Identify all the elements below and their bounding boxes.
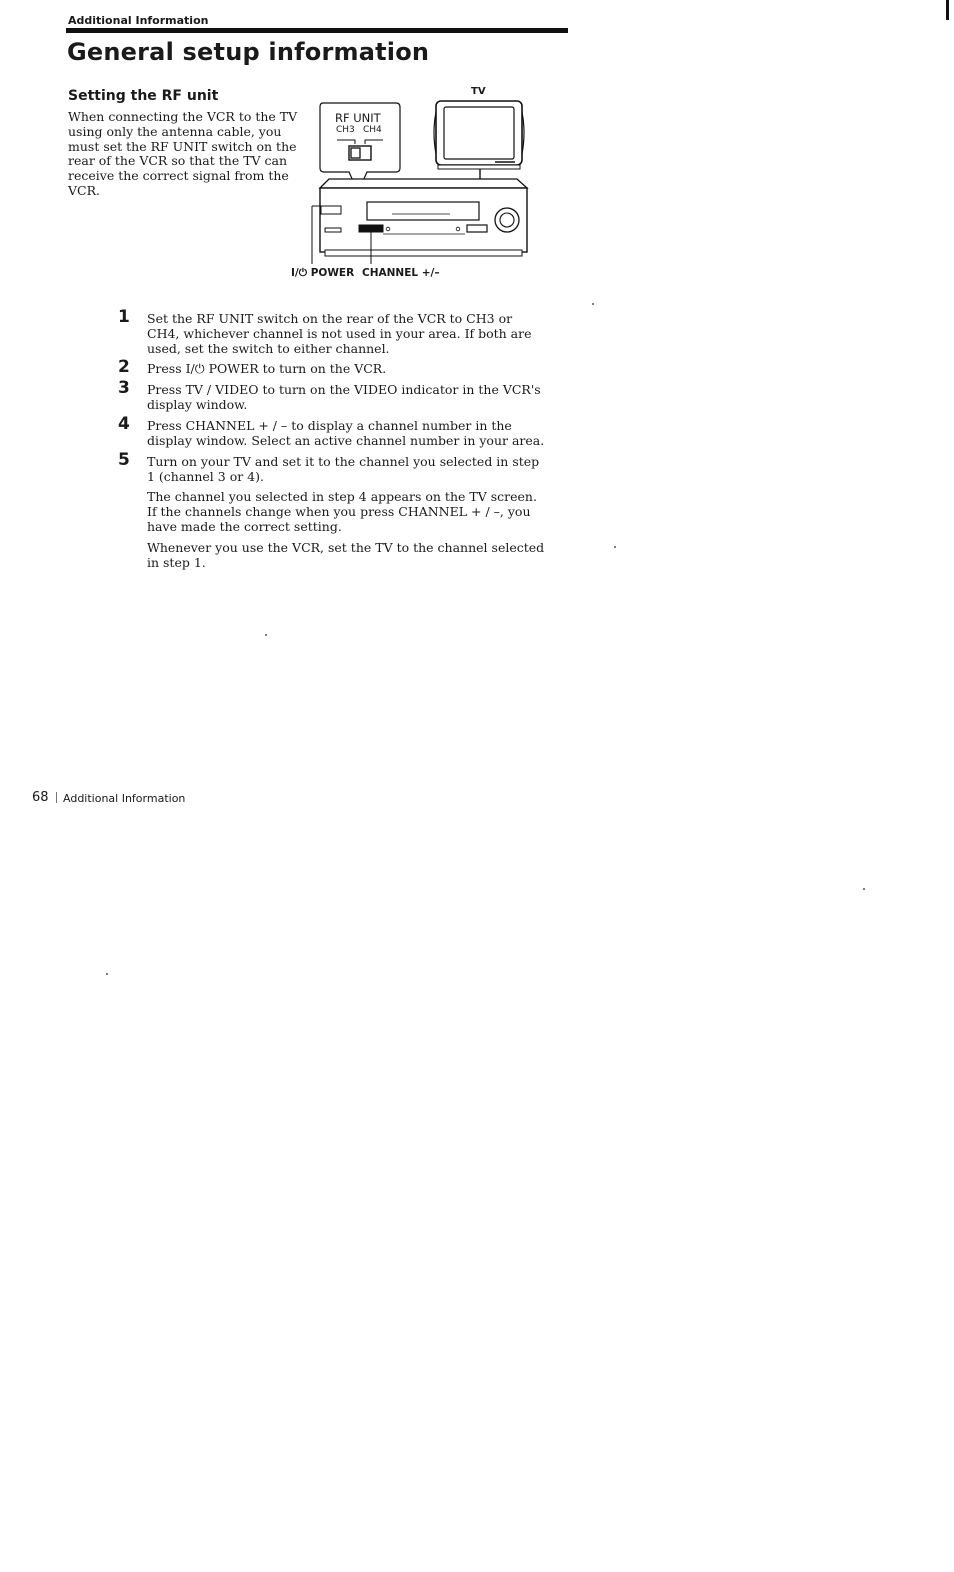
rf-unit-label: RF UNIT — [335, 111, 381, 125]
step-text: Turn on your TV and set it to the channel you selected in step 1 (channel 3 or 4). — [147, 454, 540, 484]
ch3-label: CH3 — [336, 125, 355, 135]
scan-speck — [265, 634, 267, 636]
step-number: 1 — [118, 307, 130, 327]
setup-illustration — [285, 82, 545, 282]
step-number: 3 — [118, 378, 130, 398]
footer-divider — [56, 792, 57, 803]
header-rule — [66, 28, 568, 33]
note-paragraph: Whenever you use the VCR, set the TV to the channel selected in step 1. — [147, 540, 545, 570]
scan-speck — [106, 973, 108, 975]
tv-label: TV — [471, 86, 486, 97]
ch4-label: CH4 — [363, 125, 382, 135]
section-subtitle: Setting the RF unit — [68, 88, 219, 104]
note-paragraph: The channel you selected in step 4 appears on the TV screen. If the channels change when you press CHANNEL + / –, you have made the correct setting. — [147, 489, 537, 534]
tv-icon — [434, 101, 524, 169]
step-text: Press TV / VIDEO to turn on the VIDEO indicator in the VCR's display window. — [147, 382, 541, 412]
footer-section: Additional Information — [63, 792, 186, 805]
intro-paragraph: When connecting the VCR to the TV using only the antenna cable, you must set the RF UNIT switch on the rear of the VCR so that the TV can receive the correct signal from the VCR. — [68, 109, 298, 198]
scan-speck — [592, 303, 594, 305]
step-text: Press I/⏻ POWER to turn on the VCR. — [147, 361, 387, 376]
step-number: 4 — [118, 414, 130, 434]
step-number: 5 — [118, 450, 130, 470]
page-number: 68 — [32, 790, 49, 805]
step-text: Press CHANNEL + / – to display a channel number in the display window. Select an active channel number in your area. — [147, 418, 545, 448]
step-text: Set the RF UNIT switch on the rear of the VCR to CH3 or CH4, whichever channel is not used in your area. If both are used, set the switch to either channel. — [147, 311, 532, 356]
step-number: 2 — [118, 357, 130, 377]
vcr-tv-drawing — [285, 82, 545, 282]
running-header: Additional Information — [68, 14, 209, 27]
vcr-icon — [320, 179, 527, 256]
scan-speck — [863, 888, 865, 890]
power-button-label: I/⏻ POWER — [291, 267, 355, 279]
scan-speck — [614, 546, 616, 548]
page-title: General setup information — [67, 38, 430, 66]
edge-mark — [946, 0, 949, 20]
channel-button-label: CHANNEL +/– — [362, 267, 440, 279]
